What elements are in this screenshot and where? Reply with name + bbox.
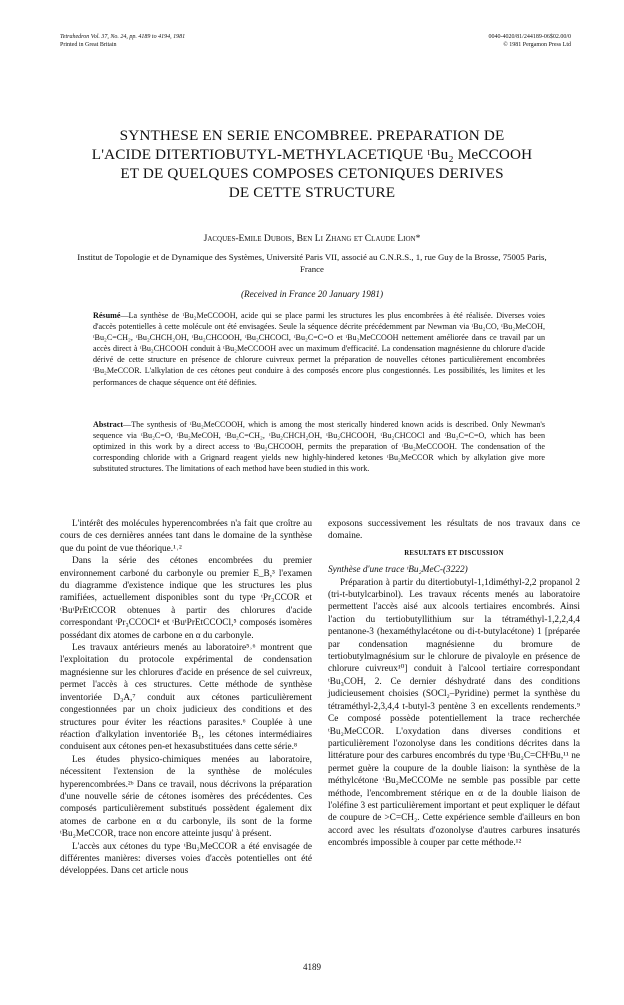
resume-label: Résumé xyxy=(93,311,121,320)
copyright: © 1981 Pergamon Press Ltd xyxy=(503,42,571,48)
section-heading: RESULTATS ET DISCUSSION xyxy=(404,549,504,557)
journal-header xyxy=(60,33,185,49)
paragraph: Les travaux antérieurs menés au laboratoire⁵˒⁶ montrent que l'exploitation du protocole expérimental de condensation magnésienne sur les chlorures d'acide en présence de sel cuivreux, permet l'accès à ces structures. Cette méthode de synthèse inventoriée D₃A,⁷ conduit aux cétones particulièrement congestionnées par un choix judicieux des conditions et des structures pour éviter les réactions parasites.⁶ Couplée à une réaction d'alkylation inventoriée B₁, les cétones intermédiaires conduisent aux cétones pen-et hexasubstituées dans cette série.⁸ xyxy=(60,643,312,753)
received-date: (Received in France 20 January 1981) xyxy=(240,289,384,299)
resume-text: —La synthèse de ᵗBu₂MeCCOOH, acide qui se place parmi les structures les plus encombrées à été réalisée. Diverses voies d'accès potentielles à cette molécule ont été envisagées. Seule la séquence décrite précédemment par Newman via ᵗBu₂CO, ᵗBu₂MeCOH, ᵗBu₂C=CH₂, ᵗBu₂CHCH₂OH, ᵗBu₂CHCOOH, ᵗBu₂CHCOCl, ᵗBu₂C=C=O et ᵗBu₂MeCCOOH nettement améliorée dans ce travail par un accès direct à ᵗBu₂CHCOOH conduit à ᵗBu₂MeCCOOH avec un maximum d'efficacité. La condensation magnésienne du chlorure d'acide dérivé de cette structure en présence de chlorure cuivreux permet la préparation de nouvelles cétones particulièrement encombrées ᵗBu₂MeCCOR. L'alkylation de ces cétones peut conduire à des composés encore plus congestionnés. Les possibilités, les limites et les performances de chaque séquence ont été définies. xyxy=(93,311,545,387)
resume-block xyxy=(93,310,545,388)
left-column xyxy=(60,518,312,878)
title-line-3: ET DE QUELQUES COMPOSES CETONIQUES DERIVES xyxy=(120,165,504,182)
paragraph: Les études physico-chimiques menées au laboratoire, nécessitent l'extension de la synthèse de molécules hyperencombrées.²ᵇ Dans ce travail, nous décrivons la préparation d'une nouvelle série de cétones isomères des précédentes. Ces composés particulièrement substitués possèdent également dix atomes de carbone en α du carbonyle, ils sont de la forme ᵗBu₂MeCCOR, trace non encore atteinte jusqu' à présent. xyxy=(60,754,312,840)
title-line-2: L'ACIDE DITERTIOBUTYL-METHYLACETIQUE ᵗBu₂ MeCCOOH xyxy=(91,146,533,163)
authors: Jacques-Emile Dubois, Ben Li Zhang et Claude Lion* xyxy=(203,233,421,244)
paragraph: Dans la série des cétones encombrées du premier environnement carboné du carbonyle ou premier E_B,³ l'examen du diagramme d'existence indique que les structures les plus ramifiées, actuellement disponibles sont du type ᵗPr₃CCOR et ᵗBuᵗPrEtCCOR obtenues à partir des chlorures d'acide correspondant ᵗPr₃CCOCl⁴ et ᵗBuᵗPrEtCCOCl,⁵ composés isomères possédant dix atomes de carbone en α du carbonyle. xyxy=(60,556,312,641)
page-number: 4189 xyxy=(303,962,321,972)
publisher-header xyxy=(489,33,572,49)
title-line-4: DE CETTE STRUCTURE xyxy=(228,184,396,201)
paragraph: exposons successivement les résultats de nos travaux dans ce domaine. xyxy=(328,519,580,542)
title-line-1: SYNTHESE EN SERIE ENCOMBREE. PREPARATION DE xyxy=(119,127,505,144)
printed-in: Printed in Great Britain xyxy=(60,42,117,48)
paragraph: L'accès aux cétones du type ᵗBu₂MeCCOR a été envisagée de différentes manières: diverses voies d'accès potentielles ont été développées. Dans cet article nous xyxy=(60,841,312,877)
subsection-heading: Synthèse d'une trace ᵗBu₂MeC-(3222) xyxy=(328,565,468,576)
abstract-text: —The synthesis of ᵗBu₂MeCCOOH, which is among the most sterically hindered known acids is described. Only Newman's sequence via ᵗBu₂C=O, ᵗBu₂MeCOH, ᵗBu₂C=CH₂, ᵗBu₂CHCH₂OH, ᵗBu₂CHCOOH, ᵗBu₂CHCOCl and ᵗBu₂C=C=O, which has been optimized in this work by a direct access to ᵗBu₂CHCOOH, permits the preparation of ᵗBu₂MeCCOOH. The condensation of the corresponding chloride with a Grignard reagent yields new highly-hindered ketones ᵗBu₂MeCCOR which by alkylation give more substituted structures. The limitations of each method have been studied in this work. xyxy=(93,420,545,474)
abstract-label: Abstract xyxy=(93,420,124,429)
paragraph: Préparation à partir du ditertiobutyl-1,1diméthyl-2,2 propanol 2 (tri-t-butylcarbinol). Les travaux récents menés au laboratoire permettent l'accès aisé aux alcools tertiaires encombrés. Ainsi l'action du tertiobutyllithium sur la tétraméthyl-1,2,2,4,4 pentanone-3 (hexaméthylacétone ou di-t-butylacétone) 1 [préparée par condensation magnésienne du bromure de tertiobutylmagnésium sur le chlorure de pivaloyle en présence de chlorure cuivreux¹⁰] conduit à l'alcool tertiaire correspondant ᵗBu₃COH, 2. Ce dernier déshydraté dans des conditions judicieusement choisies (SOCl₂–Pyridine) permet la synthèse du tétraméthyl-2,3,4,4 t-butyl-3 pentène 3 en excellents rendements.⁹ Ce composé possède potentiellement la trace recherchée ᵗBu₂MeCCOR. L'oxydation dans diverses conditions et particulièrement l'ozonolyse dans les conditions décrites dans la littérature pour des carbures encombrés du type ᵗBu₂C=CHᵗBu,¹¹ ne permet guère la coupure de la double liaison: la synthèse de la méthylcétone ᵗBu₂MeCCOMe ne semble pas possible par cette méthode, l'encombrement stérique en α de la double liaison de l'oléfine 3 est particulièrement important et peut expliquer le défaut de coupure de >C=CH₂. Cette expérience semble d'ailleurs en bon accord avec les résultats d'ozonolyse d'autres carbures insaturés encombrés impossible à couper par cette méthode.¹² xyxy=(328,577,580,849)
article-code: 0040-4020/81/244189-06$02.00/0 xyxy=(488,34,571,40)
affiliation: Institut de Topologie et de Dynamique des Systèmes, Université Paris VII, associé au C.N.R.S., 1, rue Guy de la Brosse, 75005 Paris, France xyxy=(77,252,547,274)
paragraph: L'intérêt des molécules hyperencombrées n'a fait que croître au cours de ces dernières années tant dans le domaine de la synthèse que du point de vue théorique.¹˒² xyxy=(60,519,312,554)
article-title xyxy=(40,126,584,202)
journal-citation: Tetrahedron Vol. 37, No. 24, pp. 4189 to 4194, 1981 xyxy=(60,34,186,40)
abstract-block xyxy=(93,419,545,474)
right-column xyxy=(328,518,580,850)
